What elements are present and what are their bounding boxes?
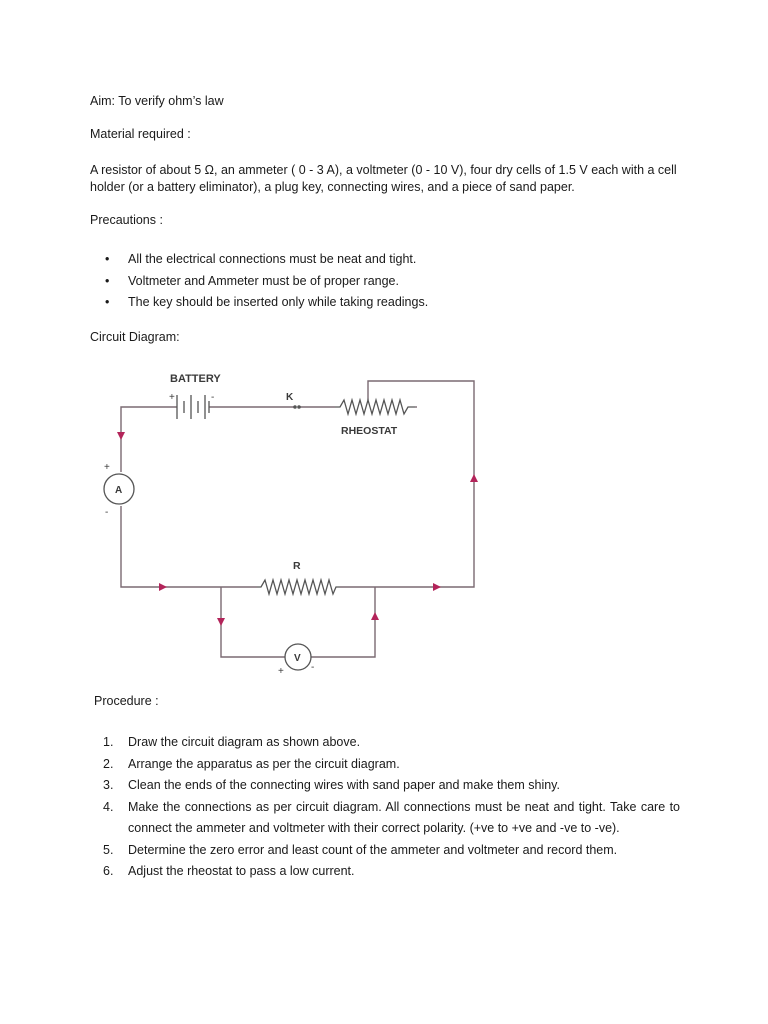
precautions-heading: Precautions :: [90, 213, 163, 227]
step-number: 5.: [103, 842, 114, 857]
ammeter-plus-sign: +: [104, 462, 110, 473]
precaution-text: All the electrical connections must be neat and tight.: [128, 252, 417, 266]
list-item: [90, 861, 680, 883]
step-number: 2.: [103, 756, 114, 771]
current-arrows: [117, 432, 478, 626]
circuit-diagram: [95, 360, 485, 680]
list-item: [90, 294, 428, 316]
battery-label: BATTERY: [170, 373, 221, 385]
wire-parallel-left: [221, 587, 285, 657]
wire-rheostat-slider: [340, 381, 474, 587]
step-text: Make the connections as per circuit diagram. All connections must be neat and tight. Take care to connect the ammeter and voltmeter with their correct polarity. (+ve to +ve and -ve to -ve).: [128, 799, 680, 835]
key-label: K: [286, 392, 294, 403]
step-number: 4.: [103, 799, 114, 814]
material-text: A resistor of about 5 Ω, an ammeter ( 0 - 3 A), a voltmeter (0 - 10 V), four dry cells of 1.5 V each with a cell holder (or a battery eliminator), a plug key, connecting wires, and a piece of sand paper.: [90, 163, 677, 194]
voltmeter-minus-sign: -: [311, 662, 315, 673]
step-number: 3.: [103, 778, 114, 792]
list-item: [90, 775, 680, 797]
arrow-right-bottom-left: [159, 583, 167, 591]
plug-key: [293, 405, 301, 409]
arrow-right-bottom-right: [433, 583, 441, 591]
rheostat-label: RHEOSTAT: [341, 425, 398, 437]
circuit-wires: [121, 381, 474, 657]
ammeter-minus-sign: -: [105, 507, 109, 518]
precaution-text: The key should be inserted only while taking readings.: [128, 295, 429, 309]
battery-plus-sign: +: [169, 392, 175, 403]
arrow-down-parallel: [217, 618, 225, 626]
step-number: 1.: [103, 735, 114, 749]
aim-line: Aim: To verify ohm’s law: [90, 94, 224, 108]
list-item: [90, 273, 428, 295]
step-text: Determine the zero error and least count of the ammeter and voltmeter and record them.: [128, 842, 618, 857]
arrow-up-right: [470, 474, 478, 482]
bullet: •: [105, 273, 110, 288]
step-text: Clean the ends of the connecting wires with sand paper and make them shiny.: [128, 778, 560, 792]
voltmeter-plus-sign: +: [278, 666, 284, 677]
list-item: [90, 754, 680, 776]
battery-minus-sign: -: [211, 392, 215, 403]
bullet: •: [105, 252, 110, 266]
list-item: [90, 251, 428, 273]
circuit-heading: Circuit Diagram:: [90, 330, 180, 344]
step-text: Adjust the rheostat to pass a low current.: [128, 864, 355, 878]
rheostat-coil: [335, 400, 415, 414]
material-heading: Material required :: [90, 127, 191, 141]
list-item: [90, 840, 680, 862]
step-text: Arrange the apparatus as per the circuit diagram.: [128, 756, 400, 771]
wire-parallel-right: [311, 587, 375, 657]
bullet: •: [105, 295, 110, 309]
wire-left-lower: [121, 506, 257, 587]
step-text: Draw the circuit diagram as shown above.: [128, 735, 361, 749]
precautions-list: [90, 251, 428, 316]
resistor-coil: [257, 580, 340, 594]
arrow-down-left: [117, 432, 125, 440]
procedure-heading: Procedure :: [94, 694, 159, 708]
procedure-list: [90, 732, 680, 883]
ammeter-label: A: [115, 485, 123, 496]
battery-symbol: [177, 395, 209, 419]
resistor-label: R: [293, 560, 301, 572]
wire-top-left: [121, 407, 177, 472]
step-number: 6.: [103, 864, 114, 878]
voltmeter-label: V: [294, 653, 301, 664]
list-item: [90, 797, 680, 840]
arrow-up-parallel: [371, 612, 379, 620]
list-item: [90, 732, 680, 754]
precaution-text: Voltmeter and Ammeter must be of proper range.: [128, 273, 399, 288]
